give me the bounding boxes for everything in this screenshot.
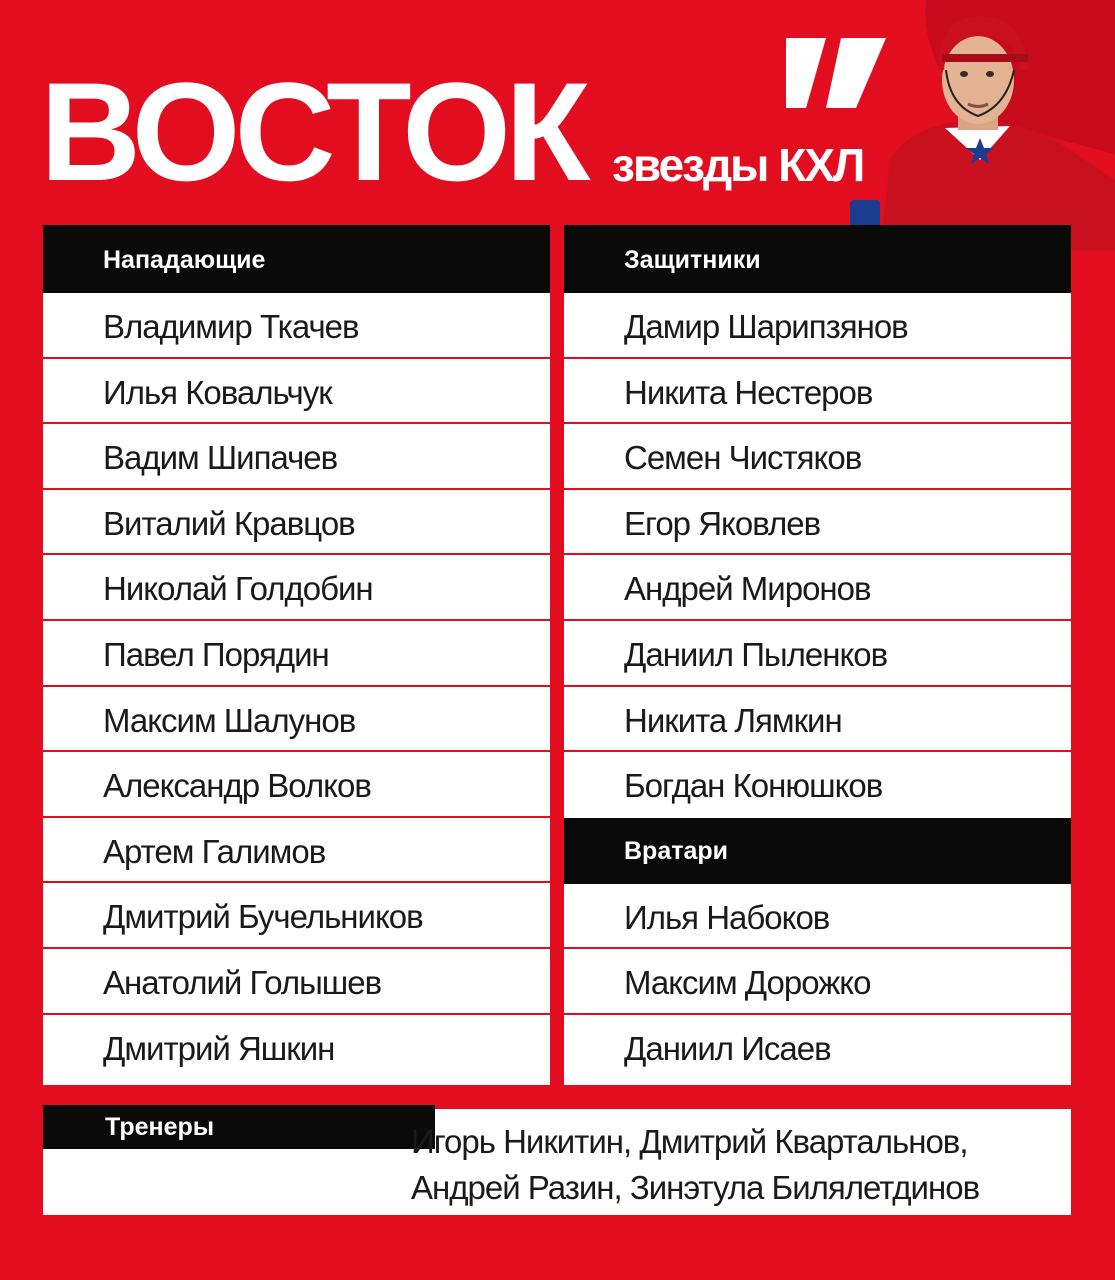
- forward-row: Илья Ковальчук: [43, 359, 550, 425]
- forward-row: Дмитрий Бучельников: [43, 883, 550, 949]
- forward-row: Вадим Шипачев: [43, 424, 550, 490]
- goalie-row: Максим Дорожко: [564, 949, 1071, 1015]
- page-subtitle: звезды КХЛ: [612, 139, 864, 191]
- coaches-line-2: Андрей Разин, Зинэтула Билялетдинов: [411, 1169, 980, 1206]
- forward-row: Николай Голдобин: [43, 555, 550, 621]
- forward-row: Дмитрий Яшкин: [103, 1029, 335, 1067]
- coaches-names: [411, 1119, 979, 1211]
- forward-row: Александр Волков: [43, 752, 550, 818]
- forwards-header: Нападающие: [43, 225, 550, 293]
- coaches-header: Тренеры: [43, 1105, 435, 1149]
- hockey-player-image: [850, 10, 1115, 250]
- defenders-header: Защитники: [564, 225, 1071, 293]
- goalie-row: Илья Набоков: [564, 884, 1071, 950]
- defender-row: Андрей Миронов: [564, 555, 1071, 621]
- defender-row: Никита Лямкин: [564, 687, 1071, 753]
- coaches-divider: [373, 1105, 1071, 1109]
- forward-row: Артем Галимов: [43, 818, 550, 884]
- forward-row: Владимир Ткачев: [43, 293, 550, 359]
- forwards-panel: [43, 225, 550, 1085]
- forward-row: Максим Шалунов: [43, 687, 550, 753]
- defender-row: Егор Яковлев: [564, 490, 1071, 556]
- coaches-line-1: Игорь Никитин, Дмитрий Квартальнов,: [411, 1123, 968, 1160]
- defender-row: Богдан Конюшков: [624, 767, 883, 805]
- page-title: ВОСТОК: [40, 53, 585, 210]
- goalies-header: Вратари: [564, 818, 1071, 884]
- defenders-goalies-panel: [564, 225, 1071, 1085]
- defender-row: Даниил Пыленков: [564, 621, 1071, 687]
- goalie-row: Даниил Исаев: [624, 1029, 831, 1067]
- coaches-panel: [43, 1105, 1071, 1215]
- defender-row: Дамир Шарипзянов: [564, 293, 1071, 359]
- defender-row: Семен Чистяков: [564, 424, 1071, 490]
- defender-row: Никита Нестеров: [564, 359, 1071, 425]
- forward-row: Анатолий Голышев: [43, 949, 550, 1015]
- forward-row: Павел Порядин: [43, 621, 550, 687]
- forward-row: Виталий Кравцов: [43, 490, 550, 556]
